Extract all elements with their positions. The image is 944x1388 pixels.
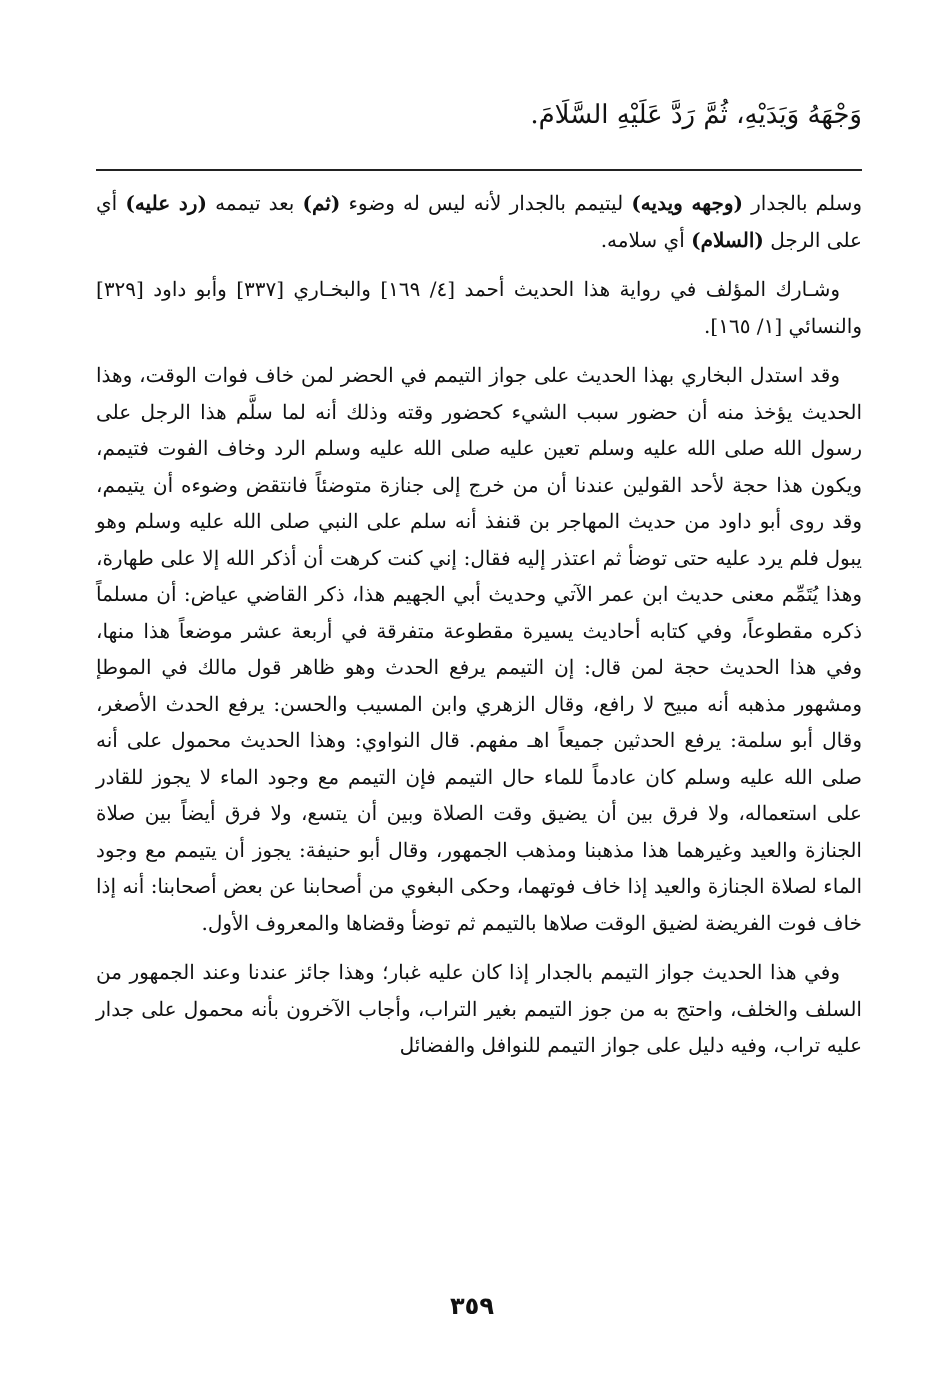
- separator-rule: [96, 169, 862, 171]
- commentary-paragraph-2: وشـارك المؤلف في رواية هذا الحديث أحمد [٤/ ١٦٩] والبخـاري [٣٣٧] وأبو داود [٣٢٩] والنسائي [١/ ١٦٥].: [96, 277, 862, 338]
- text-segment: وسلم بالجدار: [742, 191, 862, 215]
- text-segment: ليتيمم بالجدار لأنه ليس له وضوء: [340, 191, 632, 215]
- bold-quote: (رد عليه): [125, 191, 207, 215]
- page-body: [96, 95, 862, 1077]
- bold-quote: (وجهه ويديه): [631, 191, 743, 215]
- text-segment: أي سلامه.: [600, 227, 692, 252]
- commentary-paragraph-1: [96, 185, 862, 258]
- hadith-text: وَجْهَهُ وَيَدَيْهِ، ثُمَّ رَدَّ عَلَيْهِ السَّلَامَ.: [530, 100, 862, 130]
- page-number: ٣٥٩: [450, 1292, 494, 1320]
- bold-quote: (ثم): [302, 191, 341, 215]
- text-segment: أي على الرجل: [96, 191, 862, 252]
- commentary-paragraph-3: وقد استدل البخاري بهذا الحديث على جواز التيمم في الحضر لمن خاف فوات الوقت، وهذا الحديث يؤخذ منه أن حضور سبب الشيء كحضور وقته وذلك أنه لما سلَّم هذا الرجل على رسول الله صلى الله عليه وسلم تعين عليه صلى الله عليه وسلم الرد وخاف الفوت فتيمم، ويكون هذا حجة لأحد القولين عندنا أن من خرج إلى جنازة متوضئاً فانتقض وضوءه أن يتيمم، وقد روى أبو داود من حديث المهاجر بن قنفذ أنه سلم على النبي صلى الله عليه وسلم وهو يبول فلم يرد عليه حتى توضأ ثم اعتذر إليه فقال: إني كنت كرهت أن أذكر الله إلا على طهارة، وهذا يُتَمِّم معنى حديث ابن عمر الآتي وحديث أبي الجهيم هذا، ذكر القاضي عياض: أن مسلماً ذكره مقطوعاً، وفي كتابه أحاديث يسيرة مقطوعة متفرقة في أربعة عشر موضعاً هذا منها، وفي هذا الحديث حجة لمن قال: إن التيمم يرفع الحدث وهو ظاهر قول مالك في الموطإ ومشهور مذهبه أنه مبيح لا رافع، وقال الزهري وابن المسيب والحسن: يرفع الحدث الأصغر، وقال أبو سلمة: يرفع الحدثين جميعاً اهـ مفهم. قال النواوي: وهذا الحديث محمول على أنه صلى الله عليه وسلم كان عادماً للماء حال التيمم فإن التيمم مع وجود الماء لا يجوز للقادر على استعماله، ولا فرق بين أن يضيق وقت الصلاة وبين أن يتسع، ولا فرق أيضاً بين صلاة الجنازة والعيد وغيرهما هذا مذهبنا ومذهب الجمهور، وقال أبو حنيفة: يجوز أن يتيمم مع وجود الماء لصلاة الجنازة والعيد إذا خاف فوتهما، وحكى البغوي من أصحابنا عن بعض أصحابنا: أنه إذا خاف فوت الفريضة لضيق الوقت صلاها بالتيمم ثم توضأ وقضاها والمعروف الأول.: [96, 363, 862, 935]
- text-segment: بعد تيممه: [206, 191, 303, 215]
- commentary-paragraph-4: وفي هذا الحديث جواز التيمم بالجدار إذا كان عليه غبار؛ وهذا جائز عندنا وعند الجمهور من السلف والخلف، واحتج به من جوز التيمم بغير التراب، وأجاب الآخرون بأنه محمول على جدار عليه تراب، وفيه دليل على جواز التيمم للنوافل والفضائل: [96, 960, 862, 1057]
- bold-quote: (السلام): [691, 227, 764, 252]
